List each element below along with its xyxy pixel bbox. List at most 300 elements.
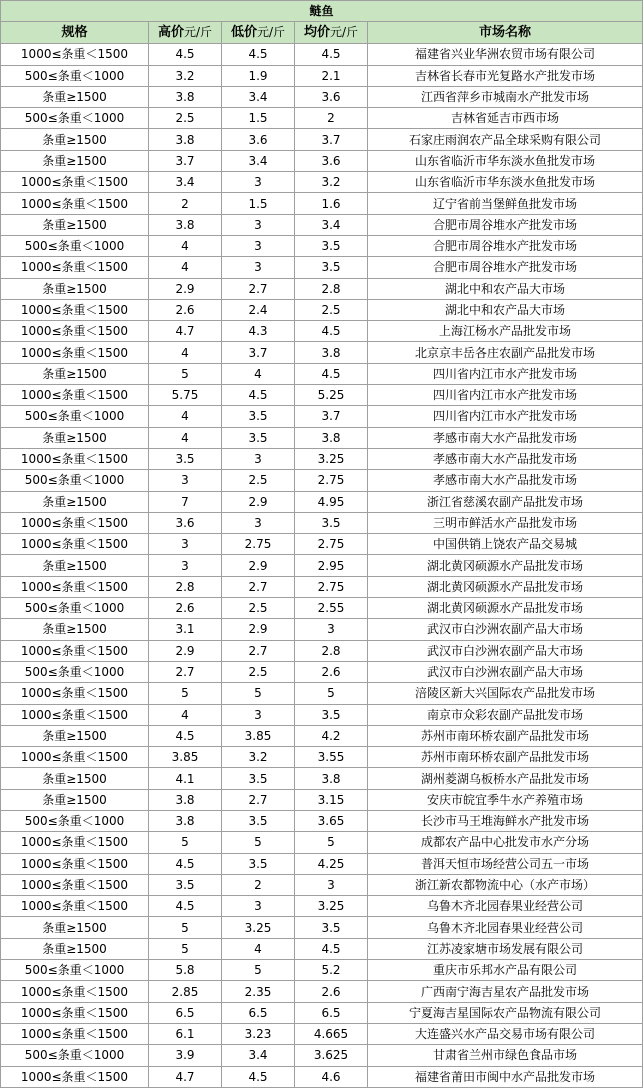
cell-spec: 1000≤条重＜1500	[1, 342, 149, 363]
cell-low: 3	[222, 896, 295, 917]
cell-low: 3.5	[222, 427, 295, 448]
cell-avg: 3.5	[295, 917, 368, 938]
header-market: 市场名称	[368, 22, 643, 44]
cell-market: 孝感市南大水产品批发市场	[368, 448, 643, 469]
table-row	[1, 747, 643, 768]
cell-spec: 1000≤条重＜1500	[1, 981, 149, 1002]
table-body	[1, 44, 643, 1088]
cell-market: 湖北黄冈硕源水产品批发市场	[368, 555, 643, 576]
cell-market: 浙江新农都物流中心（水产市场）	[368, 874, 643, 895]
cell-avg: 3.4	[295, 214, 368, 235]
cell-high: 5.8	[149, 960, 222, 981]
cell-market: 苏州市南环桥农副产品批发市场	[368, 747, 643, 768]
cell-high: 2.9	[149, 278, 222, 299]
cell-avg: 3.2	[295, 172, 368, 193]
cell-high: 3.7	[149, 150, 222, 171]
cell-avg: 3.55	[295, 747, 368, 768]
cell-avg: 3.7	[295, 129, 368, 150]
cell-low: 3.5	[222, 810, 295, 831]
cell-market: 武汉市白沙洲农副产品大市场	[368, 661, 643, 682]
cell-avg: 3.7	[295, 406, 368, 427]
cell-low: 3	[222, 214, 295, 235]
cell-avg: 4.5	[295, 44, 368, 65]
cell-low: 2.5	[222, 661, 295, 682]
cell-low: 2.5	[222, 598, 295, 619]
cell-avg: 3.65	[295, 810, 368, 831]
cell-avg: 5.2	[295, 960, 368, 981]
header-avg-unit: 元/斤	[329, 25, 359, 40]
cell-high: 4.5	[149, 44, 222, 65]
cell-market: 湖北黄冈硕源水产品批发市场	[368, 598, 643, 619]
table-row	[1, 661, 643, 682]
cell-market: 涪陵区新大兴国际农产品批发市场	[368, 683, 643, 704]
cell-market: 福建省兴业华洲农贸市场有限公司	[368, 44, 643, 65]
table-row	[1, 874, 643, 895]
cell-low: 3	[222, 235, 295, 256]
cell-avg: 3.5	[295, 704, 368, 725]
cell-high: 3.1	[149, 619, 222, 640]
cell-high: 5.75	[149, 385, 222, 406]
cell-market: 上海江杨水产品批发市场	[368, 321, 643, 342]
cell-avg: 3.25	[295, 448, 368, 469]
cell-high: 3.8	[149, 129, 222, 150]
cell-market: 宁夏海吉星国际农产品物流有限公司	[368, 1002, 643, 1023]
cell-low: 6.5	[222, 1002, 295, 1023]
table-row	[1, 214, 643, 235]
cell-spec: 1000≤条重＜1500	[1, 683, 149, 704]
cell-high: 3	[149, 470, 222, 491]
cell-market: 江西省萍乡市城南水产批发市场	[368, 86, 643, 107]
table-row	[1, 108, 643, 129]
table-header-row	[1, 22, 643, 44]
cell-high: 3.5	[149, 448, 222, 469]
cell-market: 湖北中和农产品大市场	[368, 299, 643, 320]
cell-high: 3.8	[149, 810, 222, 831]
cell-high: 4	[149, 704, 222, 725]
table-row	[1, 555, 643, 576]
table-title: 鲢鱼	[1, 1, 643, 22]
cell-high: 4.7	[149, 321, 222, 342]
cell-avg: 4.5	[295, 938, 368, 959]
table-row	[1, 938, 643, 959]
cell-low: 5	[222, 960, 295, 981]
table-row	[1, 448, 643, 469]
cell-market: 石家庄雨润农产品全球采购有限公司	[368, 129, 643, 150]
table-row	[1, 1002, 643, 1023]
cell-low: 1.5	[222, 193, 295, 214]
cell-low: 2.7	[222, 278, 295, 299]
table-row	[1, 960, 643, 981]
header-low-unit: 元/斤	[256, 25, 286, 40]
table-row	[1, 1023, 643, 1044]
cell-low: 2.75	[222, 534, 295, 555]
cell-market: 辽宁省前当堡鲜鱼批发市场	[368, 193, 643, 214]
cell-low: 1.9	[222, 65, 295, 86]
table-row	[1, 683, 643, 704]
cell-high: 4.5	[149, 896, 222, 917]
cell-low: 2.9	[222, 555, 295, 576]
cell-avg: 3	[295, 619, 368, 640]
cell-market: 成都农产品中心批发市水产分场	[368, 832, 643, 853]
cell-high: 4.7	[149, 1066, 222, 1087]
cell-high: 3.8	[149, 86, 222, 107]
cell-spec: 条重≥1500	[1, 619, 149, 640]
cell-avg: 2.75	[295, 576, 368, 597]
cell-spec: 1000≤条重＜1500	[1, 874, 149, 895]
cell-low: 3.5	[222, 768, 295, 789]
table-row	[1, 491, 643, 512]
cell-spec: 1000≤条重＜1500	[1, 193, 149, 214]
table-row	[1, 832, 643, 853]
table-row	[1, 1045, 643, 1066]
cell-high: 5	[149, 363, 222, 384]
table-row	[1, 385, 643, 406]
cell-spec: 500≤条重＜1000	[1, 960, 149, 981]
cell-avg: 3.5	[295, 235, 368, 256]
cell-market: 中国供销上饶农产品交易城	[368, 534, 643, 555]
cell-market: 甘肃省兰州市绿色食品市场	[368, 1045, 643, 1066]
cell-avg: 3.5	[295, 257, 368, 278]
cell-market: 湖北黄冈硕源水产品批发市场	[368, 576, 643, 597]
cell-avg: 4.25	[295, 853, 368, 874]
cell-market: 江苏凌家塘市场发展有限公司	[368, 938, 643, 959]
cell-low: 2.7	[222, 576, 295, 597]
cell-high: 2.9	[149, 640, 222, 661]
cell-market: 武汉市白沙洲农副产品大市场	[368, 619, 643, 640]
cell-spec: 1000≤条重＜1500	[1, 747, 149, 768]
cell-low: 3	[222, 172, 295, 193]
cell-high: 4	[149, 342, 222, 363]
cell-spec: 500≤条重＜1000	[1, 65, 149, 86]
cell-market: 广西南宁海吉星农产品批发市场	[368, 981, 643, 1002]
cell-high: 3.8	[149, 789, 222, 810]
cell-high: 3.9	[149, 1045, 222, 1066]
cell-spec: 条重≥1500	[1, 938, 149, 959]
cell-market: 福建省莆田市闽中水产品批发市场	[368, 1066, 643, 1087]
cell-low: 2.7	[222, 640, 295, 661]
cell-market: 乌鲁木齐北园春果业经营公司	[368, 917, 643, 938]
table-row	[1, 896, 643, 917]
cell-high: 3.5	[149, 874, 222, 895]
cell-low: 5	[222, 683, 295, 704]
cell-spec: 条重≥1500	[1, 427, 149, 448]
table-row	[1, 299, 643, 320]
cell-low: 3.25	[222, 917, 295, 938]
cell-spec: 1000≤条重＜1500	[1, 1023, 149, 1044]
cell-high: 4.5	[149, 725, 222, 746]
table-row	[1, 640, 643, 661]
cell-spec: 1000≤条重＜1500	[1, 321, 149, 342]
cell-market: 吉林省长春市光复路水产批发市场	[368, 65, 643, 86]
cell-low: 2	[222, 874, 295, 895]
cell-spec: 500≤条重＜1000	[1, 661, 149, 682]
cell-spec: 500≤条重＜1000	[1, 598, 149, 619]
cell-spec: 1000≤条重＜1500	[1, 832, 149, 853]
header-low	[222, 22, 295, 44]
header-spec: 规格	[1, 22, 149, 44]
cell-avg: 2.95	[295, 555, 368, 576]
cell-spec: 1000≤条重＜1500	[1, 172, 149, 193]
cell-avg: 2.6	[295, 661, 368, 682]
header-high	[149, 22, 222, 44]
cell-spec: 1000≤条重＜1500	[1, 576, 149, 597]
cell-low: 3.7	[222, 342, 295, 363]
cell-high: 3	[149, 555, 222, 576]
cell-spec: 条重≥1500	[1, 917, 149, 938]
table-row	[1, 278, 643, 299]
cell-spec: 条重≥1500	[1, 768, 149, 789]
cell-spec: 500≤条重＜1000	[1, 470, 149, 491]
table-row	[1, 853, 643, 874]
cell-avg: 4.95	[295, 491, 368, 512]
cell-low: 3	[222, 257, 295, 278]
cell-avg: 3.8	[295, 342, 368, 363]
cell-avg: 5	[295, 683, 368, 704]
cell-avg: 2.5	[295, 299, 368, 320]
cell-avg: 4.5	[295, 321, 368, 342]
cell-spec: 500≤条重＜1000	[1, 406, 149, 427]
cell-spec: 条重≥1500	[1, 555, 149, 576]
cell-low: 5	[222, 832, 295, 853]
cell-spec: 1000≤条重＜1500	[1, 534, 149, 555]
cell-avg: 1.6	[295, 193, 368, 214]
cell-low: 2.9	[222, 619, 295, 640]
cell-market: 山东省临沂市华东淡水鱼批发市场	[368, 150, 643, 171]
cell-avg: 4.2	[295, 725, 368, 746]
cell-avg: 2.75	[295, 534, 368, 555]
cell-spec: 1000≤条重＜1500	[1, 853, 149, 874]
cell-low: 3.23	[222, 1023, 295, 1044]
cell-high: 2.5	[149, 108, 222, 129]
cell-low: 3.2	[222, 747, 295, 768]
cell-spec: 1000≤条重＜1500	[1, 448, 149, 469]
table-row	[1, 725, 643, 746]
cell-avg: 3.25	[295, 896, 368, 917]
cell-market: 安庆市皖宜季牛水产养殖市场	[368, 789, 643, 810]
cell-low: 1.5	[222, 108, 295, 129]
table-row	[1, 619, 643, 640]
cell-high: 6.1	[149, 1023, 222, 1044]
table-row	[1, 512, 643, 533]
cell-spec: 条重≥1500	[1, 86, 149, 107]
cell-avg: 3.8	[295, 427, 368, 448]
cell-market: 四川省内江市水产批发市场	[368, 363, 643, 384]
cell-low: 2.9	[222, 491, 295, 512]
cell-avg: 4.665	[295, 1023, 368, 1044]
cell-market: 合肥市周谷堆水产批发市场	[368, 235, 643, 256]
cell-market: 武汉市白沙洲农副产品大市场	[368, 640, 643, 661]
cell-spec: 1000≤条重＜1500	[1, 512, 149, 533]
table-row	[1, 1066, 643, 1087]
cell-avg: 2.1	[295, 65, 368, 86]
cell-low: 3.6	[222, 129, 295, 150]
cell-low: 3.4	[222, 86, 295, 107]
cell-avg: 3.6	[295, 86, 368, 107]
cell-high: 5	[149, 917, 222, 938]
cell-spec: 1000≤条重＜1500	[1, 704, 149, 725]
table-row	[1, 917, 643, 938]
cell-high: 2.8	[149, 576, 222, 597]
cell-high: 4	[149, 406, 222, 427]
cell-high: 4.5	[149, 853, 222, 874]
cell-market: 重庆市乐邦水产品有限公司	[368, 960, 643, 981]
cell-spec: 1000≤条重＜1500	[1, 640, 149, 661]
table-row	[1, 363, 643, 384]
header-low-label: 低价	[230, 25, 257, 41]
cell-high: 5	[149, 683, 222, 704]
cell-market: 湖州菱湖乌板桥水产品批发市场	[368, 768, 643, 789]
cell-avg: 2.6	[295, 981, 368, 1002]
cell-high: 3.6	[149, 512, 222, 533]
table-row	[1, 235, 643, 256]
cell-low: 4.5	[222, 1066, 295, 1087]
cell-high: 2	[149, 193, 222, 214]
cell-spec: 1000≤条重＜1500	[1, 1002, 149, 1023]
cell-spec: 1000≤条重＜1500	[1, 44, 149, 65]
cell-market: 孝感市南大水产品批发市场	[368, 470, 643, 491]
cell-avg: 3.5	[295, 512, 368, 533]
cell-avg: 3.6	[295, 150, 368, 171]
cell-spec: 条重≥1500	[1, 214, 149, 235]
cell-avg: 2.8	[295, 278, 368, 299]
cell-low: 3	[222, 448, 295, 469]
cell-market: 苏州市南环桥农副产品批发市场	[368, 725, 643, 746]
cell-spec: 条重≥1500	[1, 363, 149, 384]
cell-avg: 6.5	[295, 1002, 368, 1023]
cell-high: 4	[149, 235, 222, 256]
cell-spec: 500≤条重＜1000	[1, 810, 149, 831]
cell-spec: 条重≥1500	[1, 278, 149, 299]
cell-spec: 500≤条重＜1000	[1, 108, 149, 129]
cell-spec: 条重≥1500	[1, 725, 149, 746]
cell-avg: 2	[295, 108, 368, 129]
cell-spec: 500≤条重＜1000	[1, 1045, 149, 1066]
cell-market: 山东省临沂市华东淡水鱼批发市场	[368, 172, 643, 193]
cell-low: 3.85	[222, 725, 295, 746]
cell-low: 2.4	[222, 299, 295, 320]
cell-market: 南京市众彩农副产品批发市场	[368, 704, 643, 725]
cell-high: 7	[149, 491, 222, 512]
cell-low: 4.5	[222, 385, 295, 406]
table-row	[1, 534, 643, 555]
cell-high: 2.6	[149, 598, 222, 619]
cell-low: 3.5	[222, 406, 295, 427]
cell-market: 长沙市马王堆海鲜水产批发市场	[368, 810, 643, 831]
cell-spec: 条重≥1500	[1, 491, 149, 512]
cell-high: 4	[149, 257, 222, 278]
table-row	[1, 86, 643, 107]
table-row	[1, 704, 643, 725]
header-avg	[295, 22, 368, 44]
cell-high: 5	[149, 832, 222, 853]
cell-market: 合肥市周谷堆水产批发市场	[368, 257, 643, 278]
table-title-row	[1, 1, 643, 22]
cell-avg: 2.75	[295, 470, 368, 491]
cell-spec: 500≤条重＜1000	[1, 235, 149, 256]
cell-spec: 1000≤条重＜1500	[1, 896, 149, 917]
cell-low: 3.4	[222, 1045, 295, 1066]
cell-low: 3.4	[222, 150, 295, 171]
cell-avg: 4.6	[295, 1066, 368, 1087]
cell-high: 6.5	[149, 1002, 222, 1023]
table-row	[1, 576, 643, 597]
cell-avg: 2.8	[295, 640, 368, 661]
cell-market: 吉林省延吉市西市场	[368, 108, 643, 129]
cell-spec: 1000≤条重＜1500	[1, 299, 149, 320]
cell-market: 合肥市周谷堆水产批发市场	[368, 214, 643, 235]
cell-market: 大连盛兴水产品交易市场有限公司	[368, 1023, 643, 1044]
cell-low: 2.35	[222, 981, 295, 1002]
table-row	[1, 406, 643, 427]
cell-low: 3	[222, 704, 295, 725]
cell-high: 2.85	[149, 981, 222, 1002]
cell-market: 普洱天恒市场经营公司五一市场	[368, 853, 643, 874]
cell-market: 浙江省慈溪农副产品批发市场	[368, 491, 643, 512]
cell-avg: 2.55	[295, 598, 368, 619]
cell-high: 3.8	[149, 214, 222, 235]
cell-high: 3.2	[149, 65, 222, 86]
cell-spec: 条重≥1500	[1, 789, 149, 810]
cell-spec: 1000≤条重＜1500	[1, 257, 149, 278]
table-row	[1, 129, 643, 150]
cell-high: 4.1	[149, 768, 222, 789]
header-avg-label: 均价	[303, 25, 330, 41]
cell-avg: 5	[295, 832, 368, 853]
cell-spec: 条重≥1500	[1, 150, 149, 171]
cell-low: 3	[222, 512, 295, 533]
cell-high: 5	[149, 938, 222, 959]
table-row	[1, 150, 643, 171]
cell-low: 4	[222, 363, 295, 384]
cell-low: 4.5	[222, 44, 295, 65]
table-row	[1, 44, 643, 65]
cell-low: 3.5	[222, 853, 295, 874]
cell-market: 四川省内江市水产批发市场	[368, 385, 643, 406]
cell-market: 四川省内江市水产批发市场	[368, 406, 643, 427]
cell-high: 3.85	[149, 747, 222, 768]
cell-market: 湖北中和农产品大市场	[368, 278, 643, 299]
cell-low: 2.7	[222, 789, 295, 810]
table-row	[1, 193, 643, 214]
cell-high: 3.4	[149, 172, 222, 193]
cell-spec: 条重≥1500	[1, 129, 149, 150]
cell-avg: 3	[295, 874, 368, 895]
table-row	[1, 981, 643, 1002]
cell-avg: 3.15	[295, 789, 368, 810]
cell-low: 4.3	[222, 321, 295, 342]
cell-high: 2.6	[149, 299, 222, 320]
cell-market: 孝感市南大水产品批发市场	[368, 427, 643, 448]
cell-spec: 1000≤条重＜1500	[1, 385, 149, 406]
cell-market: 乌鲁木齐北园春果业经营公司	[368, 896, 643, 917]
cell-high: 3	[149, 534, 222, 555]
cell-avg: 3.625	[295, 1045, 368, 1066]
table-row	[1, 65, 643, 86]
cell-market: 三明市鲜活水产品批发市场	[368, 512, 643, 533]
table-row	[1, 768, 643, 789]
cell-low: 4	[222, 938, 295, 959]
table-row	[1, 810, 643, 831]
table-row	[1, 789, 643, 810]
table-row	[1, 321, 643, 342]
cell-avg: 5.25	[295, 385, 368, 406]
header-high-unit: 元/斤	[183, 25, 213, 40]
table-row	[1, 342, 643, 363]
header-high-label: 高价	[157, 25, 184, 41]
cell-high: 4	[149, 427, 222, 448]
table-row	[1, 598, 643, 619]
cell-avg: 4.5	[295, 363, 368, 384]
